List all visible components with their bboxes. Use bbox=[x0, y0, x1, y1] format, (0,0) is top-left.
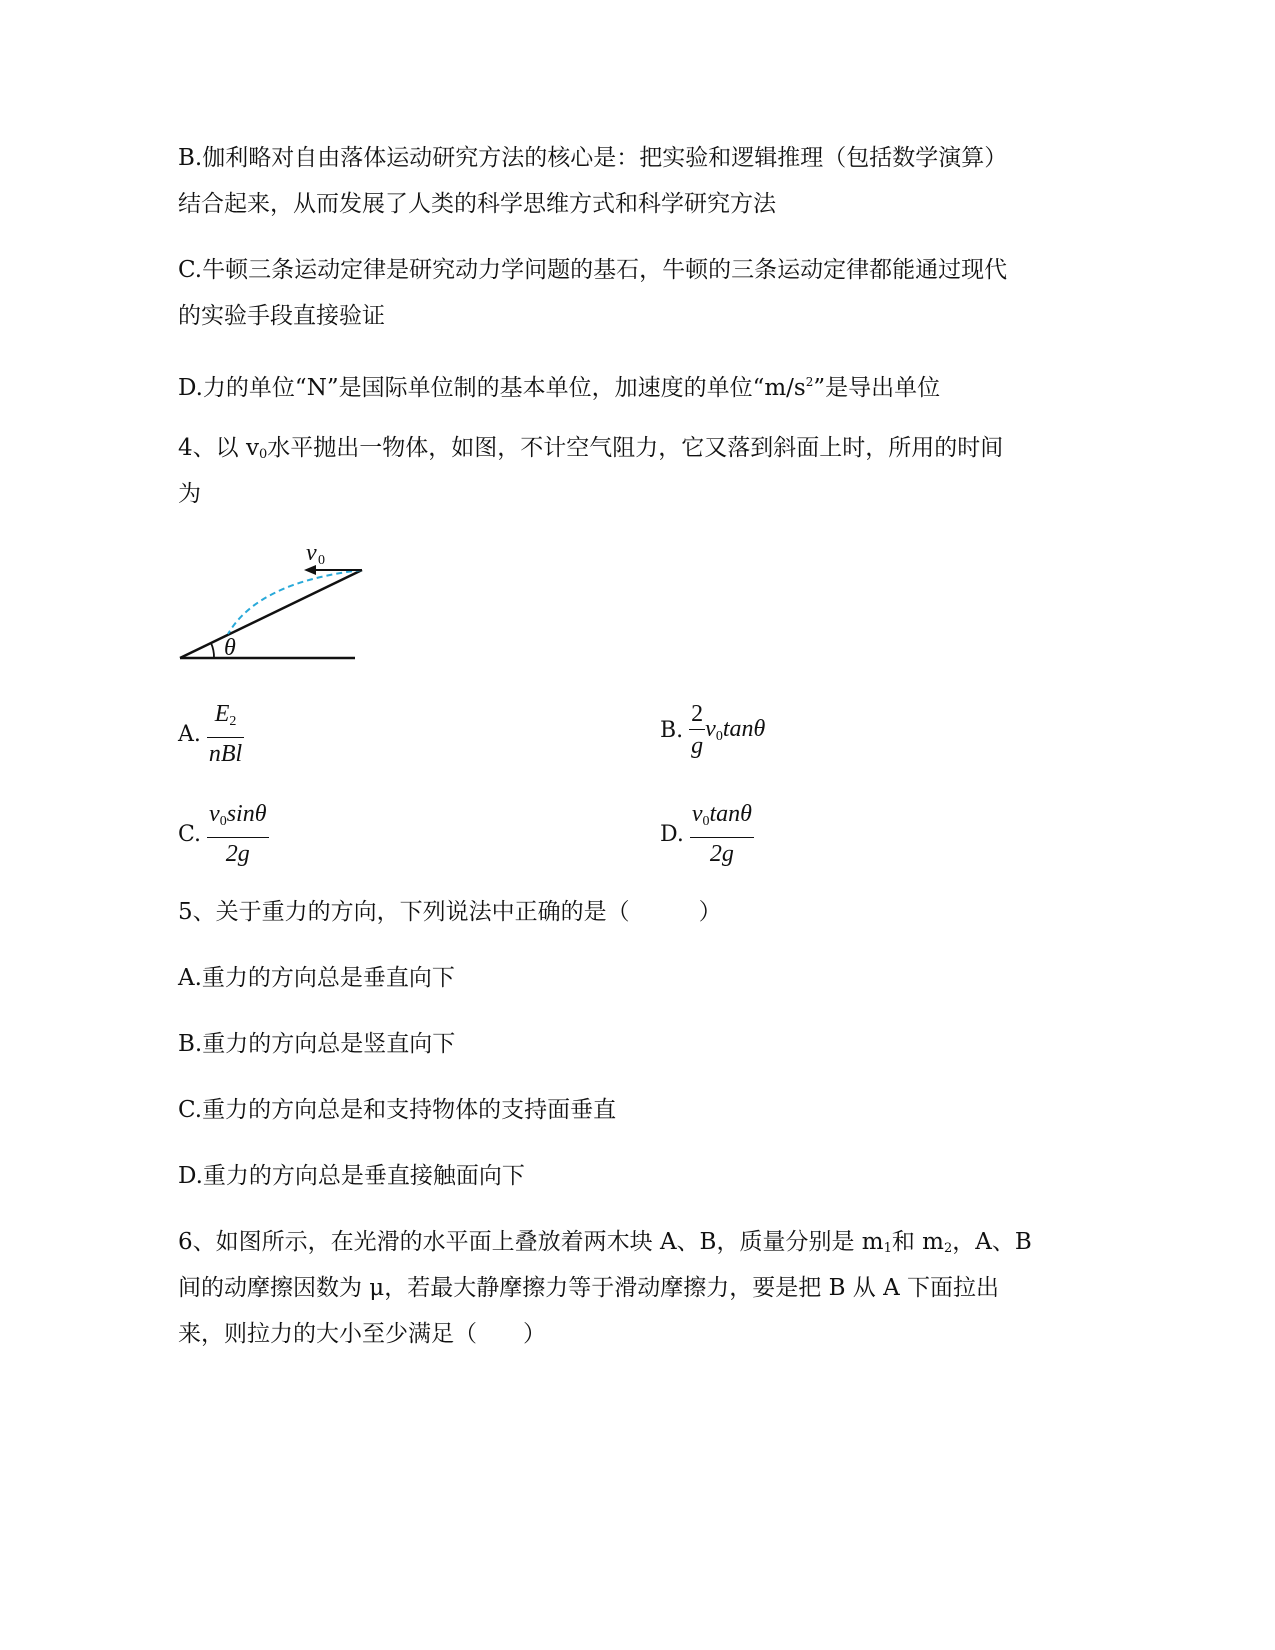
q3-option-c-line1: C.牛顿三条运动定律是研究动力学问题的基石，牛顿的三条运动定律都能通过现代 bbox=[178, 257, 1008, 283]
q4-option-c-numerator bbox=[207, 800, 268, 838]
velocity-label: v bbox=[306, 540, 317, 566]
q4-option-a-denominator: nBl bbox=[208, 741, 243, 767]
q4-option-b-denominator: g bbox=[691, 733, 704, 759]
q4-option-d-fraction bbox=[690, 800, 754, 868]
q4-option-a-num-main: E bbox=[214, 701, 230, 727]
incline-projectile-figure bbox=[170, 530, 380, 670]
q4-option-d-num-tan: tanθ bbox=[709, 801, 752, 827]
q3-option-b-line1: B.伽利略对自由落体运动研究方法的核心是：把实验和逻辑推理（包括数学演算） bbox=[178, 145, 1008, 171]
q5-option-a: A.重力的方向总是垂直向下 bbox=[178, 965, 455, 991]
q4-option-b-numerator: 2 bbox=[689, 700, 705, 730]
q6-line1-post: ，A、B bbox=[952, 1229, 1032, 1255]
q4-option-c bbox=[178, 800, 269, 868]
incline-line bbox=[180, 570, 362, 658]
q4-stem-post: 水平抛出一物体，如图，不计空气阻力，它又落到斜面上时，所用的时间 bbox=[267, 435, 1004, 461]
q4-option-a-numerator bbox=[207, 700, 244, 738]
velocity-arrow-head bbox=[304, 565, 316, 575]
q4-option-b-fraction bbox=[689, 700, 705, 760]
q4-option-c-num-v: v bbox=[209, 801, 220, 827]
q6-line1-sub2: 2 bbox=[943, 1241, 953, 1256]
q6-line1-pre: 6、如图所示，在光滑的水平面上叠放着两木块 A、B，质量分别是 m bbox=[178, 1229, 884, 1255]
q4-option-c-fraction bbox=[207, 800, 268, 868]
q4-option-d-denominator: 2g bbox=[709, 841, 734, 867]
velocity-subscript: 0 bbox=[318, 553, 325, 568]
q3-option-d-tail: ”是导出单位 bbox=[813, 375, 941, 401]
q4-option-a-num-sub: 2 bbox=[229, 714, 237, 729]
q4-option-c-label: C. bbox=[178, 821, 202, 847]
q3-option-c-line2: 的实验手段直接验证 bbox=[178, 303, 385, 329]
q6-stem-line1 bbox=[178, 1226, 1032, 1265]
q4-option-b-tail-sub: 0 bbox=[715, 728, 723, 744]
q4-option-d-num-v: v bbox=[691, 801, 703, 827]
q4-option-b-tail-tan: tanθ bbox=[722, 715, 766, 742]
q3-option-b-line2: 结合起来，从而发展了人类的科学思维方式和科学研究方法 bbox=[178, 191, 776, 217]
q4-stem-subscript: 0 bbox=[258, 447, 268, 462]
q4-option-d-label: D. bbox=[660, 821, 684, 847]
q5-option-b: B.重力的方向总是竖直向下 bbox=[178, 1031, 456, 1057]
q4-option-b-tail bbox=[705, 716, 765, 742]
q4-option-d bbox=[660, 800, 754, 868]
q6-stem-line2: 间的动摩擦因数为 μ，若最大静摩擦力等于滑动摩擦力，要是把 B 从 A 下面拉出 bbox=[178, 1275, 1000, 1301]
q4-stem-line1 bbox=[178, 432, 1003, 471]
q4-option-a-fraction bbox=[207, 700, 244, 768]
q5-option-d: D.重力的方向总是垂直接触面向下 bbox=[178, 1163, 525, 1189]
q3-option-d bbox=[178, 366, 940, 404]
angle-label: θ bbox=[224, 635, 236, 661]
q3-option-d-exponent: 2 bbox=[805, 375, 814, 389]
q4-option-d-num-sub: 0 bbox=[702, 814, 710, 829]
q4-option-c-denominator: 2g bbox=[225, 841, 250, 867]
q4-option-b-tail-v: v bbox=[705, 715, 716, 742]
angle-arc bbox=[211, 643, 214, 658]
q4-option-b-label: B. bbox=[660, 717, 684, 743]
q4-option-a-label: A. bbox=[178, 721, 201, 747]
q4-stem-line2: 为 bbox=[178, 481, 201, 507]
q4-option-c-num-sin: sinθ bbox=[226, 801, 267, 827]
q4-option-c-num-sub: 0 bbox=[219, 814, 227, 829]
q6-stem-line3: 来，则拉力的大小至少满足（ ） bbox=[178, 1321, 546, 1347]
q6-line1-sub1: 1 bbox=[883, 1241, 892, 1256]
q4-stem-pre: 4、以 v bbox=[178, 435, 259, 461]
q3-option-d-text: D.力的单位“N”是国际单位制的基本单位，加速度的单位“m/s bbox=[178, 375, 806, 401]
q6-line1-mid: 和 m bbox=[891, 1229, 944, 1255]
q5-option-c: C.重力的方向总是和支持物体的支持面垂直 bbox=[178, 1097, 617, 1123]
q4-option-b bbox=[660, 700, 765, 760]
q4-option-d-numerator bbox=[690, 800, 754, 838]
q5-stem: 5、关于重力的方向，下列说法中正确的是（ ） bbox=[178, 899, 722, 925]
q4-option-a bbox=[178, 700, 244, 768]
